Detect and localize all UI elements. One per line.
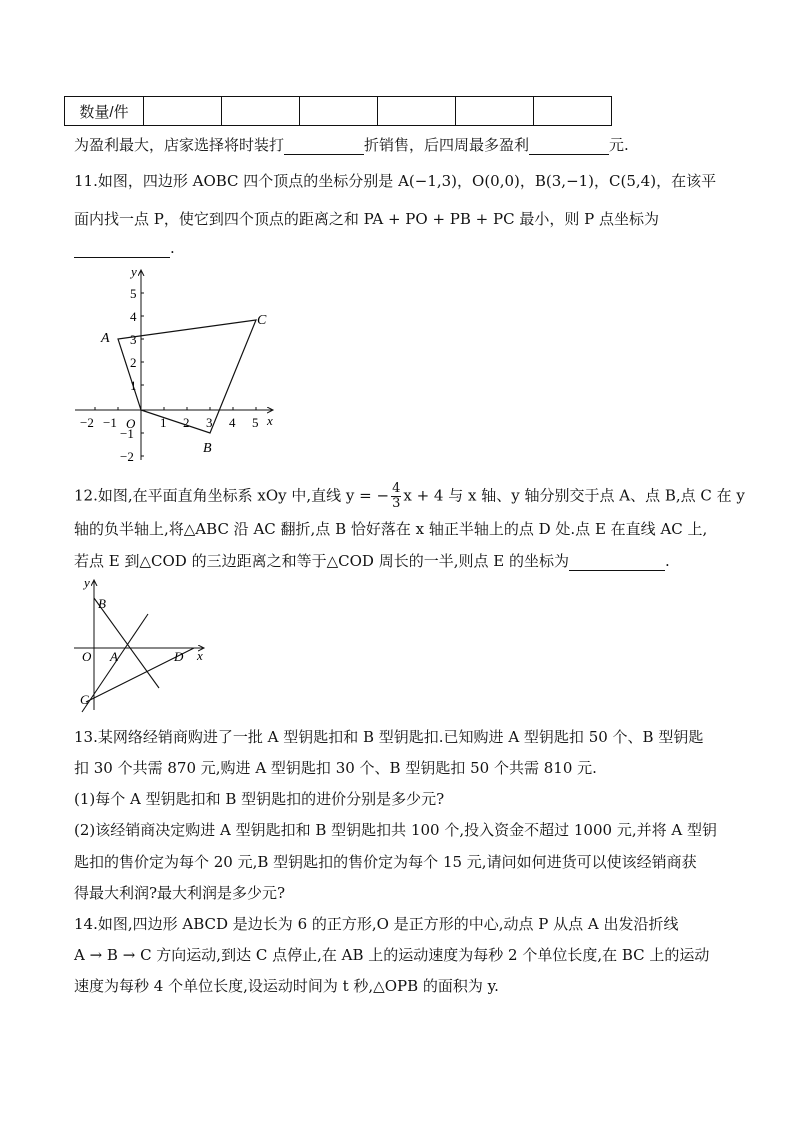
answer-blank[interactable] [529, 138, 609, 155]
point-label-b: B [98, 596, 106, 611]
y-tick-label: 3 [130, 332, 137, 347]
x-tick-label: −2 [80, 415, 94, 430]
q10-text-3: 元. [609, 136, 629, 154]
q12-text-a: 12.如图,在平面直角坐标系 xOy 中,直线 y = − [74, 486, 390, 505]
y-tick-label: 4 [130, 309, 137, 324]
point-label-d: D [174, 649, 184, 664]
origin-label: O [82, 649, 92, 664]
y-tick-label: 5 [130, 286, 137, 301]
x-tick-label: −1 [103, 415, 117, 430]
q12-line-3: 若点 E 到△COD 的三边距离之和等于△COD 周长的一半,则点 E 的坐标为 . [74, 552, 670, 570]
y-tick-label: 1 [130, 378, 137, 393]
point-label-a: A [101, 331, 110, 346]
table-header-cell: 数量/件 [65, 97, 144, 126]
q12-text-b: x + 4 与 x 轴、y 轴分别交于点 A、点 B,点 C 在 y [403, 486, 745, 505]
q13-sub-2b: 匙扣的售价定为每个 20 元,B 型钥匙扣的售价定为每个 15 元,请问如何进货可以使该经销商获 [74, 853, 697, 871]
point-label-c: C [80, 692, 89, 707]
y-tick-label: 2 [130, 355, 137, 370]
table-cell [222, 97, 300, 126]
q10-conclusion [74, 135, 629, 155]
x-tick-label: 5 [252, 415, 259, 430]
table-cell [378, 97, 456, 126]
x-tick-label: 1 [160, 415, 167, 430]
q12-line-1 [74, 482, 745, 511]
q12-figure [70, 576, 215, 716]
y-axis-label: y [131, 264, 137, 279]
answer-blank[interactable] [284, 138, 364, 155]
table-cell [144, 97, 222, 126]
q13-line-2: 扣 30 个共需 870 元,购进 A 型钥匙扣 30 个、B 型钥匙扣 50 个共需 810 元. [74, 759, 597, 777]
y-axis-label: y [84, 575, 90, 590]
q13-sub-2a: (2)该经销商决定购进 A 型钥匙扣和 B 型钥匙扣共 100 个,投入资金不超过 1000 元,并将 A 型钥 [74, 821, 717, 839]
q10-text-1: 为盈利最大，店家选择将时装打 [74, 136, 285, 154]
point-label-a: A [110, 649, 118, 664]
q11-line-1: 11.如图，四边形 AOBC 四个顶点的坐标分别是 A(−1,3)，O(0,0)，B(3,−1)，C(5,4)，在该平 [74, 172, 717, 190]
point-label-b: B [203, 441, 212, 456]
q11-figure [70, 262, 285, 467]
point-label-c: C [257, 313, 267, 328]
answer-blank[interactable] [569, 554, 665, 571]
q11-answer-line: . [74, 238, 175, 258]
q14-line-2: A → B → C 方向运动,到达 C 点停止,在 AB 上的运动速度为每秒 2 个单位长度,在 BC 上的运动 [74, 946, 710, 964]
quantity-table [64, 96, 612, 126]
fraction-numerator: 4 [392, 481, 401, 496]
table-cell [300, 97, 378, 126]
q12-text-c: 若点 E 到△COD 的三边距离之和等于△COD 周长的一半,则点 E 的坐标为 [74, 552, 569, 570]
y-tick-label: −1 [120, 426, 134, 441]
q11-line-2: 面内找一点 P，使它到四个顶点的距离之和 PA + PO + PB + PC 最小，则 P 点坐标为 [74, 210, 659, 228]
x-axis-label: x [267, 413, 273, 428]
q10-text-2: 折销售，后四周最多盈利 [364, 136, 530, 154]
table-cell [534, 97, 612, 126]
origin-label: O [126, 416, 136, 431]
q12-line-2: 轴的负半轴上,将△ABC 沿 AC 翻折,点 B 恰好落在 x 轴正半轴上的点 D 处.点 E 在直线 AC 上, [74, 520, 708, 538]
q13-sub-1: (1)每个 A 型钥匙扣和 B 型钥匙扣的进价分别是多少元? [74, 790, 445, 808]
x-tick-label: 2 [183, 415, 190, 430]
table-row [65, 97, 612, 126]
q14-line-3: 速度为每秒 4 个单位长度,设运动时间为 t 秒,△OPB 的面积为 y. [74, 977, 499, 995]
q14-line-1: 14.如图,四边形 ABCD 是边长为 6 的正方形,O 是正方形的中心,动点 P 从点 A 出发沿折线 [74, 915, 679, 933]
fraction [391, 482, 401, 511]
answer-blank[interactable] [74, 241, 170, 258]
line-ab [94, 598, 159, 688]
fraction-denominator: 3 [392, 496, 401, 511]
q13-line-1: 13.某网络经销商购进了一批 A 型钥匙扣和 B 型钥匙扣.已知购进 A 型钥匙扣 50 个、B 型钥匙 [74, 728, 704, 746]
x-tick-label: 4 [229, 415, 236, 430]
x-tick-label: 3 [206, 415, 213, 430]
y-tick-label: −2 [120, 449, 134, 464]
x-axis-label: x [197, 648, 203, 663]
table-cell [456, 97, 534, 126]
q13-sub-2c: 得最大利润?最大利润是多少元? [74, 884, 286, 902]
